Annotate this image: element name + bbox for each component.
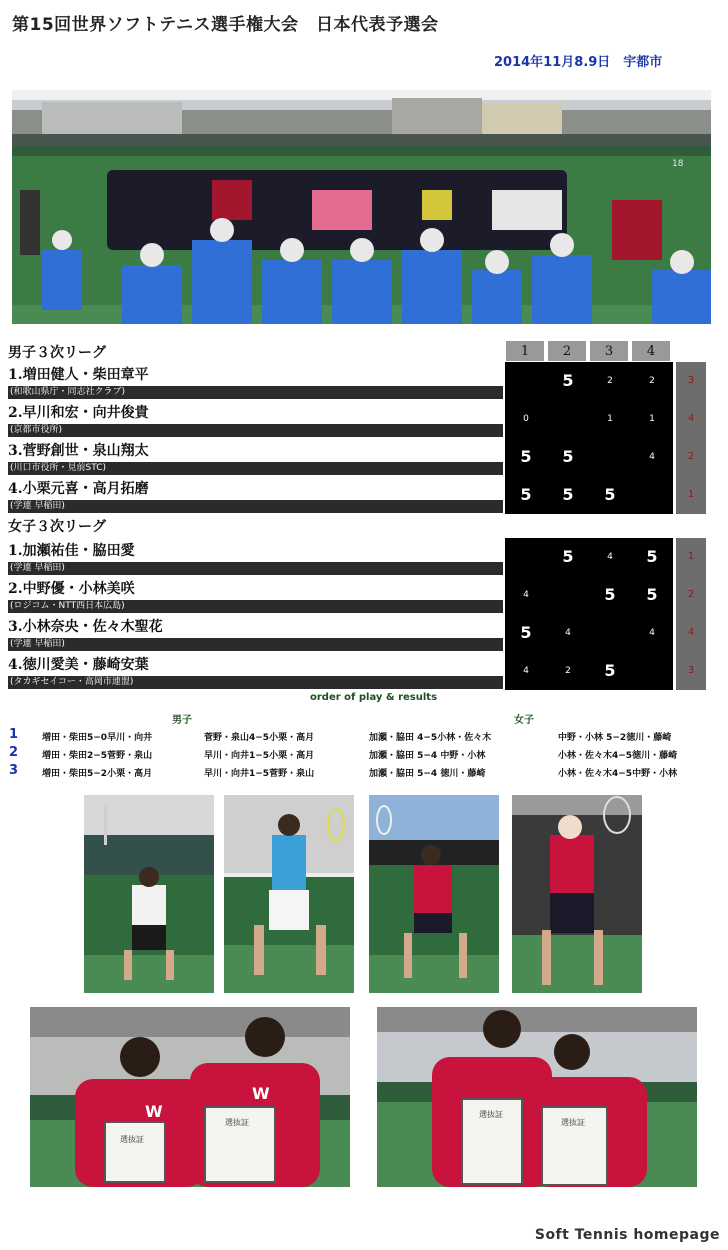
score-cell [589, 438, 631, 476]
col-header-3: 3 [589, 340, 629, 362]
action-photo-men-1 [84, 795, 214, 993]
certificate-label: 選抜証 [225, 1118, 249, 1127]
men-player-affiliation: (和歌山県庁・同志社クラブ) [8, 386, 503, 399]
men-league-title: 男子３次リーグ [8, 345, 106, 361]
round-number: 1 [9, 727, 19, 742]
women-matches-label: 女子 [514, 715, 534, 726]
match-result: 中野・小林 5−2徳川・藤崎 [558, 733, 672, 743]
score-cell: 5 [631, 576, 673, 614]
certificate-label: 選抜証 [561, 1118, 585, 1127]
match-result: 小林・佐々木4−5中野・小林 [558, 769, 678, 779]
rank-cell: 1 [676, 538, 706, 576]
men-player-name: 2.早川和宏・向井俊貴 [8, 405, 149, 421]
women-player-affiliation: (タカギセイコー・高岡市連盟) [8, 676, 503, 689]
score-cell: 5 [589, 652, 631, 690]
men-player-affiliation: (川口市役所・見前STC) [8, 462, 503, 475]
score-cell [547, 400, 589, 438]
score-cell: 5 [505, 438, 547, 476]
rank-cell: 2 [676, 438, 706, 476]
women-player-affiliation: (学連 早稲田) [8, 562, 503, 575]
match-result: 菅野・泉山4−5小栗・高月 [204, 733, 315, 743]
score-cell: 2 [589, 362, 631, 400]
round-number: 3 [9, 763, 19, 778]
rank-cell: 1 [676, 476, 706, 514]
winners-photo-women [377, 1007, 697, 1187]
score-cell: 1 [589, 400, 631, 438]
rank-cell: 4 [676, 400, 706, 438]
match-result: 増田・柴田5−0早川・向井 [42, 733, 153, 743]
score-cell: 5 [505, 614, 547, 652]
score-cell: 5 [631, 538, 673, 576]
match-result: 加瀬・脇田 5−4 徳川・藤崎 [369, 769, 486, 779]
match-result: 早川・向井1−5小栗・高月 [204, 751, 315, 761]
score-cell: 2 [631, 362, 673, 400]
women-player-name: 3.小林奈央・佐々木聖花 [8, 619, 163, 635]
score-cell: 4 [631, 438, 673, 476]
score-cell: 5 [547, 476, 589, 514]
score-cell: 0 [505, 400, 547, 438]
jersey-letter-text: W [145, 1102, 163, 1121]
women-player-name: 4.徳川愛美・藤崎安葉 [8, 657, 149, 673]
jersey-letter-text: W [252, 1084, 270, 1103]
women-player-name: 2.中野優・小林美咲 [8, 581, 135, 597]
match-result: 加瀬・脇田 5−4 中野・小林 [369, 751, 486, 761]
score-cell: 4 [505, 576, 547, 614]
opening-ceremony-photo [12, 90, 711, 324]
match-result: 増田・柴田2−5菅野・泉山 [42, 751, 153, 761]
rank-cell: 4 [676, 614, 706, 652]
rank-cell: 3 [676, 362, 706, 400]
col-header-2: 2 [547, 340, 587, 362]
score-cell: 5 [505, 476, 547, 514]
score-cell [547, 576, 589, 614]
score-cell [631, 476, 673, 514]
certificate-label: 選抜証 [120, 1135, 144, 1144]
men-player-name: 4.小栗元喜・高月拓磨 [8, 481, 149, 497]
action-photo-women-1 [369, 795, 499, 993]
col-header-4: 4 [631, 340, 671, 362]
rank-cell: 2 [676, 576, 706, 614]
match-result: 加瀬・脇田 4−5小林・佐々木 [369, 733, 492, 743]
score-cell: 5 [589, 576, 631, 614]
score-cell: 5 [547, 362, 589, 400]
score-cell [505, 538, 547, 576]
match-result: 増田・柴田5−2小栗・高月 [42, 769, 153, 779]
action-photo-women-2 [512, 795, 642, 993]
page-title: 第15回世界ソフトテニス選手権大会 日本代表予選会 [12, 15, 439, 35]
event-date: 2014年11月8.9日 宇都市 [494, 55, 663, 70]
score-cell: 4 [589, 538, 631, 576]
order-of-play-title: order of play & results [310, 692, 438, 703]
women-player-affiliation: (学連 早稲田) [8, 638, 503, 651]
men-player-affiliation: (学連 早稲田) [8, 500, 503, 513]
score-cell [589, 614, 631, 652]
certificate-label: 選抜証 [479, 1110, 503, 1119]
round-number: 2 [9, 745, 19, 760]
winners-photo-men [30, 1007, 350, 1187]
match-result: 小林・佐々木4−5徳川・藤崎 [558, 751, 678, 761]
score-cell: 4 [505, 652, 547, 690]
women-player-name: 1.加瀬祐佳・脇田愛 [8, 543, 135, 559]
col-header-1: 1 [505, 340, 545, 362]
score-cell [631, 652, 673, 690]
men-player-name: 3.菅野創世・泉山翔太 [8, 443, 149, 459]
action-photo-men-2 [224, 795, 354, 993]
score-cell: 5 [589, 476, 631, 514]
rank-cell: 3 [676, 652, 706, 690]
score-cell [505, 362, 547, 400]
score-cell: 5 [547, 438, 589, 476]
score-cell: 4 [547, 614, 589, 652]
court-number-text: 18 [672, 159, 684, 169]
men-player-affiliation: (京都市役所) [8, 424, 503, 437]
women-league-title: 女子３次リーグ [8, 519, 106, 535]
men-player-name: 1.増田健人・柴田章平 [8, 367, 149, 383]
score-cell: 2 [547, 652, 589, 690]
score-cell: 4 [631, 614, 673, 652]
score-cell: 5 [547, 538, 589, 576]
score-cell: 1 [631, 400, 673, 438]
men-matches-label: 男子 [172, 715, 192, 726]
footer-home-link[interactable]: Soft Tennis homepage [534, 1227, 720, 1243]
match-result: 早川・向井1−5菅野・泉山 [204, 769, 315, 779]
women-player-affiliation: (ロジコム・NTT西日本広島) [8, 600, 503, 613]
